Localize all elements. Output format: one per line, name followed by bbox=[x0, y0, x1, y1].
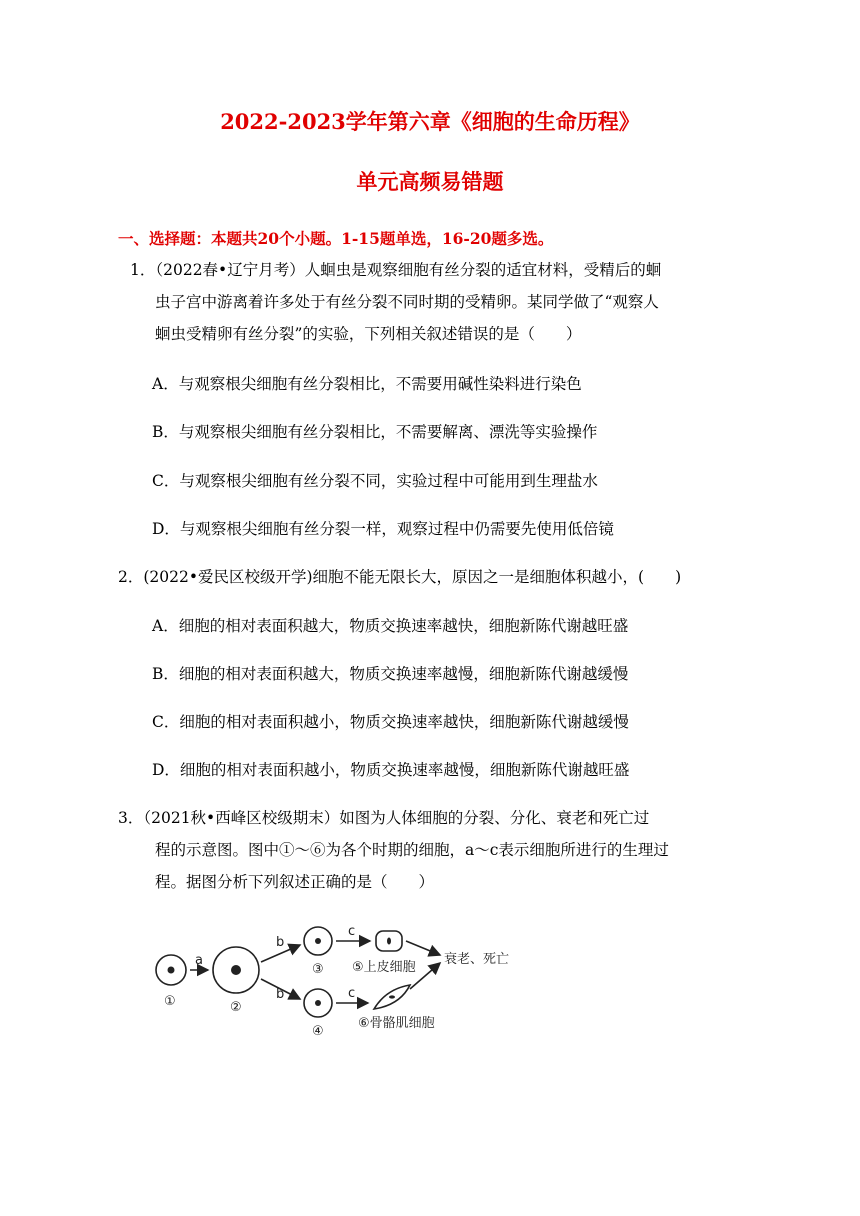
option-c: C．细胞的相对表面积越小，物质交换速率越快，细胞新陈代谢越缓慢 bbox=[152, 713, 629, 731]
arrow-to-fate-upper bbox=[406, 941, 440, 955]
fate-label: 衰老、死亡 bbox=[444, 952, 510, 967]
option-d: D．与观察根尖细胞有丝分裂一样，观察过程中仍需要先使用低倍镜 bbox=[152, 520, 614, 538]
process-label-c-upper: c bbox=[348, 924, 356, 939]
process-label-b-lower: b bbox=[276, 987, 285, 1002]
question-stem-line: 蛔虫受精卵有丝分裂”的实验，下列相关叙述错误的是（ ） bbox=[155, 325, 582, 343]
question-stem-line: 1．（2022春•辽宁月考）人蛔虫是观察细胞有丝分裂的适宜材料，受精后的蛔 bbox=[130, 261, 662, 279]
section-heading: 一、选择题：本题共20个小题。1-15题单选，16-20题多选。 bbox=[118, 229, 554, 248]
question-stem-line: 3．（2021秋•西峰区校级期末）如图为人体细胞的分裂、分化、衰老和死亡过 bbox=[118, 809, 650, 827]
epithelial-cell-label: ⑤上皮细胞 bbox=[352, 960, 416, 975]
question-stem-line: 程的示意图。图中①～⑥为各个时期的细胞，a～c表示细胞所进行的生理过 bbox=[155, 841, 669, 859]
question-stem-line: 虫子宫中游离着许多处于有丝分裂不同时期的受精卵。某同学做了“观察人 bbox=[155, 293, 659, 311]
cell-label-4: ④ bbox=[312, 1024, 324, 1039]
doc-title-line1: 2022-2023学年第六章《细胞的生命历程》 bbox=[220, 109, 640, 134]
muscle-cell-label: ⑥骨骼肌细胞 bbox=[358, 1016, 435, 1031]
question-stem-line: 2．(2022•爱民区校级开学)细胞不能无限长大，原因之一是细胞体积越小，( ) bbox=[118, 568, 682, 586]
doc-title-line2: 单元高频易错题 bbox=[356, 169, 504, 194]
option-d: D．细胞的相对表面积越小，物质交换速率越慢，细胞新陈代谢越旺盛 bbox=[152, 761, 630, 779]
option-b: B．细胞的相对表面积越大，物质交换速率越慢，细胞新陈代谢越缓慢 bbox=[152, 665, 629, 683]
cell-label-1: ① bbox=[164, 994, 176, 1009]
diagram-svg bbox=[148, 913, 538, 1045]
process-label-b-upper: b bbox=[276, 935, 285, 950]
option-a: A．细胞的相对表面积越大，物质交换速率越快，细胞新陈代谢越旺盛 bbox=[152, 617, 629, 635]
option-a: A．与观察根尖细胞有丝分裂相比，不需要用碱性染料进行染色 bbox=[152, 375, 582, 393]
cell-life-process-diagram bbox=[148, 913, 538, 1045]
process-label-c-lower: c bbox=[348, 986, 356, 1001]
process-label-a: a bbox=[195, 953, 203, 968]
question-stem-line: 程。据图分析下列叙述正确的是（ ） bbox=[155, 873, 435, 891]
cell-label-2: ② bbox=[230, 1000, 242, 1015]
cell-label-3: ③ bbox=[312, 962, 324, 977]
option-b: B．与观察根尖细胞有丝分裂相比，不需要解离、漂洗等实验操作 bbox=[152, 423, 598, 441]
option-c: C．与观察根尖细胞有丝分裂不同，实验过程中可能用到生理盐水 bbox=[152, 472, 598, 490]
